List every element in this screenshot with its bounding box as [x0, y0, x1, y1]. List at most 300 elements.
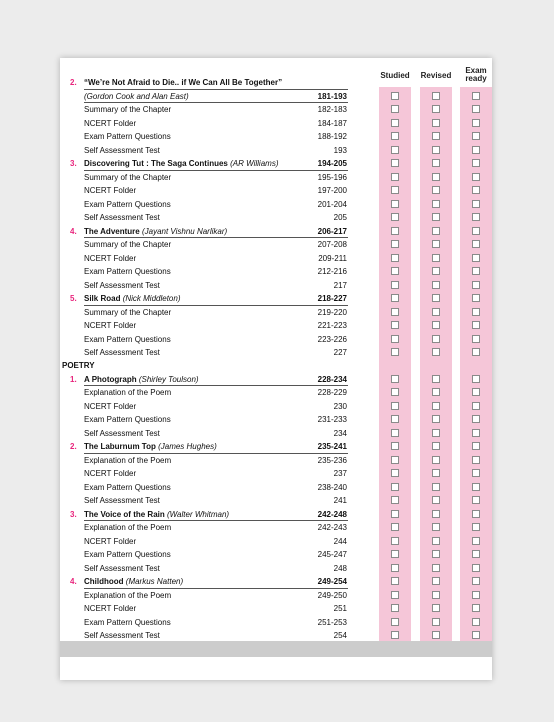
chapter-number: 1. — [70, 374, 77, 384]
revised-checkbox[interactable] — [432, 294, 440, 302]
exam-ready-checkbox[interactable] — [472, 348, 480, 356]
toc-row — [60, 306, 492, 320]
toc-row — [60, 413, 492, 427]
studied-checkbox[interactable] — [391, 577, 399, 585]
studied-checkbox[interactable] — [391, 429, 399, 437]
studied-checkbox[interactable] — [391, 510, 399, 518]
item-title — [84, 254, 136, 263]
revised-checkbox[interactable] — [432, 456, 440, 464]
studied-header: Studied — [380, 71, 410, 80]
item-title — [84, 213, 160, 222]
toc-row — [60, 616, 492, 630]
studied-checkbox[interactable] — [391, 227, 399, 235]
revised-checkbox[interactable] — [432, 631, 440, 639]
studied-checkbox[interactable] — [391, 119, 399, 127]
page-range: 194-205 — [317, 159, 347, 168]
exam-ready-checkbox[interactable] — [472, 604, 480, 612]
item-title — [84, 132, 171, 141]
title-text: The Adventure — [84, 226, 140, 236]
title-text: (Gordon Cook and Alan East) — [84, 91, 189, 101]
revised-checkbox[interactable] — [432, 146, 440, 154]
item-title — [84, 523, 171, 532]
title-text: Self Assessment Test — [84, 563, 160, 573]
revised-checkbox[interactable] — [432, 335, 440, 343]
toc-row — [60, 454, 492, 468]
exam-ready-checkbox[interactable] — [472, 227, 480, 235]
studied-checkbox[interactable] — [391, 267, 399, 275]
page-range: 227 — [333, 348, 347, 357]
item-title — [84, 591, 171, 600]
toc-row — [60, 265, 492, 279]
exam-ready-checkbox[interactable] — [472, 442, 480, 450]
studied-checkbox[interactable] — [391, 564, 399, 572]
studied-checkbox[interactable] — [391, 92, 399, 100]
studied-checkbox[interactable] — [391, 402, 399, 410]
bottom-band — [60, 641, 492, 657]
page-range: 235-236 — [317, 455, 347, 465]
exam-ready-checkbox[interactable] — [472, 388, 480, 396]
title-text: Self Assessment Test — [84, 348, 160, 357]
chapter-title — [84, 375, 199, 384]
studied-checkbox[interactable] — [391, 186, 399, 194]
toc-row — [60, 198, 492, 212]
chapter-title — [84, 227, 227, 236]
item-title — [84, 415, 171, 424]
page-range: 230 — [333, 401, 347, 411]
title-text: Self Assessment Test — [84, 496, 160, 505]
item-title — [84, 348, 160, 357]
exam-ready-checkbox[interactable] — [472, 213, 480, 221]
revised-checkbox[interactable] — [432, 267, 440, 275]
studied-checkbox[interactable] — [391, 105, 399, 113]
studied-checkbox[interactable] — [391, 375, 399, 383]
studied-checkbox[interactable] — [391, 213, 399, 221]
toc-row — [60, 103, 492, 117]
item-title — [84, 402, 136, 411]
page-range: 217 — [333, 280, 347, 290]
title-text: A Photograph — [84, 374, 137, 384]
revised-checkbox[interactable] — [432, 510, 440, 518]
title-text: NCERT Folder — [84, 321, 137, 330]
studied-checkbox[interactable] — [391, 550, 399, 558]
item-title — [84, 388, 171, 397]
item-title — [84, 267, 171, 276]
studied-checkbox[interactable] — [391, 281, 399, 289]
revised-checkbox[interactable] — [432, 308, 440, 316]
exam-ready-checkbox[interactable] — [472, 308, 480, 316]
revised-checkbox[interactable] — [432, 281, 440, 289]
chapter-author: (AR Williams) — [230, 159, 279, 168]
toc-row — [60, 535, 492, 549]
title-text: Exam Pattern Questions — [84, 482, 171, 492]
studied-checkbox[interactable] — [391, 335, 399, 343]
studied-checkbox[interactable] — [391, 321, 399, 329]
page-range: 235-241 — [317, 442, 347, 451]
item-title — [84, 537, 136, 546]
toc-row — [60, 400, 492, 414]
revised-checkbox[interactable] — [432, 483, 440, 491]
item-title — [84, 119, 136, 128]
page-range: 242-248 — [317, 509, 347, 519]
exam-ready-checkbox[interactable] — [472, 469, 480, 477]
revised-checkbox[interactable] — [432, 618, 440, 626]
chapter-number: 5. — [70, 294, 77, 303]
title-text: NCERT Folder — [84, 253, 137, 263]
title-text: Self Assessment Test — [84, 631, 160, 640]
exam-ready-checkbox[interactable] — [472, 240, 480, 248]
revised-checkbox[interactable] — [432, 119, 440, 127]
item-title — [84, 335, 171, 344]
page-range: 188-192 — [317, 132, 347, 141]
revised-checkbox[interactable] — [432, 550, 440, 558]
exam-ready-checkbox[interactable] — [472, 523, 480, 531]
studied-checkbox[interactable] — [391, 456, 399, 464]
toc-row — [60, 481, 492, 495]
toc-row — [60, 333, 492, 347]
exam-ready-checkbox[interactable] — [472, 146, 480, 154]
chapter-number: 2. — [70, 442, 77, 451]
revised-checkbox[interactable] — [432, 564, 440, 572]
item-title — [84, 429, 160, 438]
chapter-row — [60, 76, 492, 90]
page-range: 244 — [333, 536, 347, 546]
studied-checkbox[interactable] — [391, 132, 399, 140]
title-text: NCERT Folder — [84, 118, 137, 128]
revised-checkbox[interactable] — [432, 523, 440, 531]
chapter-title — [84, 78, 282, 87]
title-text: Summary of the Chapter — [84, 172, 172, 182]
revised-checkbox[interactable] — [432, 402, 440, 410]
chapter-author: (James Hughes) — [158, 442, 217, 451]
chapter-title — [84, 510, 229, 519]
chapter-row — [60, 373, 492, 387]
item-title — [84, 604, 136, 613]
revised-checkbox[interactable] — [432, 375, 440, 383]
item-title — [84, 308, 171, 317]
revised-checkbox[interactable] — [432, 92, 440, 100]
page-range: 249-250 — [317, 590, 347, 600]
page-range: 207-208 — [317, 240, 347, 249]
exam-ready-checkbox[interactable] — [472, 402, 480, 410]
page-range: 181-193 — [317, 91, 347, 101]
exam-ready-checkbox[interactable] — [472, 631, 480, 639]
chapter-number: 3. — [70, 159, 77, 168]
item-title — [84, 631, 160, 640]
revised-checkbox[interactable] — [432, 254, 440, 262]
page-range: 254 — [333, 631, 347, 640]
title-text: Explanation of the Poem — [84, 455, 172, 465]
toc-row — [60, 521, 492, 535]
page-range: 212-216 — [317, 267, 347, 276]
revised-checkbox[interactable] — [432, 105, 440, 113]
title-text: Summary of the Chapter — [84, 307, 172, 317]
title-text: Exam Pattern Questions — [84, 132, 171, 141]
exam-ready-header-line1: Exam — [465, 66, 487, 75]
chapter-number: 4. — [70, 226, 77, 236]
item-title — [84, 321, 136, 330]
chapter-author: (Shirley Toulson) — [138, 374, 199, 384]
page-range: 223-226 — [317, 334, 347, 344]
page-range: 197-200 — [317, 186, 347, 195]
title-text: NCERT Folder — [84, 186, 137, 195]
studied-checkbox[interactable] — [391, 308, 399, 316]
revised-checkbox[interactable] — [432, 577, 440, 585]
exam-ready-checkbox[interactable] — [472, 173, 480, 181]
checklist-page — [60, 58, 492, 680]
toc-row — [60, 589, 492, 603]
exam-ready-checkbox[interactable] — [472, 200, 480, 208]
title-text: Discovering Tut : The Saga Continues — [84, 159, 228, 168]
page-range: 193 — [333, 145, 347, 155]
toc-row — [60, 117, 492, 131]
studied-checkbox[interactable] — [391, 294, 399, 302]
item-title — [84, 564, 160, 573]
title-text: NCERT Folder — [84, 536, 137, 546]
item-title — [84, 618, 171, 627]
exam-ready-checkbox[interactable] — [472, 618, 480, 626]
exam-ready-checkbox[interactable] — [472, 132, 480, 140]
chapter-row — [60, 157, 492, 171]
title-text: Explanation of the Poem — [84, 523, 172, 532]
chapter-number: 2. — [70, 78, 77, 87]
chapter-author: (Markus Natten) — [125, 577, 184, 586]
title-text: Self Assessment Test — [84, 145, 160, 155]
revised-checkbox[interactable] — [432, 469, 440, 477]
exam-ready-checkbox[interactable] — [472, 294, 480, 302]
page-range: 228-229 — [317, 388, 347, 397]
title-text: Exam Pattern Questions — [84, 617, 171, 627]
section-heading — [60, 360, 492, 373]
chapter-title — [84, 294, 180, 303]
exam-ready-checkbox[interactable] — [472, 105, 480, 113]
item-title — [84, 240, 171, 249]
toc-row — [60, 144, 492, 158]
title-text: NCERT Folder — [84, 604, 137, 613]
exam-ready-checkbox[interactable] — [472, 564, 480, 572]
item-title — [84, 105, 171, 114]
toc-row — [60, 602, 492, 616]
studied-checkbox[interactable] — [391, 254, 399, 262]
page-range: 242-243 — [317, 523, 347, 532]
table-of-contents — [60, 76, 492, 643]
exam-ready-checkbox[interactable] — [472, 496, 480, 504]
chapter-row — [60, 292, 492, 306]
item-title — [84, 92, 189, 101]
studied-checkbox[interactable] — [391, 496, 399, 504]
title-text: Self Assessment Test — [84, 213, 160, 222]
page-range: 249-254 — [317, 577, 347, 586]
toc-row — [60, 184, 492, 198]
chapter-row — [60, 225, 492, 239]
chapter-author: (Nick Middleton) — [122, 294, 181, 303]
page-range: 234 — [333, 428, 347, 438]
page-range: 219-220 — [317, 307, 347, 317]
title-text: Exam Pattern Questions — [84, 334, 171, 344]
toc-row — [60, 90, 492, 104]
exam-ready-checkbox[interactable] — [472, 267, 480, 275]
title-text: Exam Pattern Questions — [84, 267, 171, 276]
item-title — [84, 173, 171, 182]
revised-checkbox[interactable] — [432, 173, 440, 181]
studied-checkbox[interactable] — [391, 469, 399, 477]
title-text: Explanation of the Poem — [84, 590, 172, 600]
item-title — [84, 186, 136, 195]
revised-checkbox[interactable] — [432, 227, 440, 235]
page-range: 218-227 — [317, 294, 347, 303]
revised-checkbox[interactable] — [432, 429, 440, 437]
page-range: 238-240 — [317, 482, 347, 492]
revised-checkbox[interactable] — [432, 132, 440, 140]
item-title — [84, 200, 171, 209]
revised-checkbox[interactable] — [432, 604, 440, 612]
page-range: 237 — [333, 469, 347, 478]
revised-checkbox[interactable] — [432, 415, 440, 423]
revised-checkbox[interactable] — [432, 321, 440, 329]
exam-ready-checkbox[interactable] — [472, 415, 480, 423]
exam-ready-checkbox[interactable] — [472, 375, 480, 383]
studied-checkbox[interactable] — [391, 631, 399, 639]
exam-ready-checkbox[interactable] — [472, 510, 480, 518]
toc-row — [60, 211, 492, 225]
page-range: 231-233 — [317, 415, 347, 424]
page-range: 221-223 — [317, 321, 347, 330]
chapter-title — [84, 577, 183, 586]
chapter-title — [84, 442, 217, 451]
revised-checkbox[interactable] — [432, 186, 440, 194]
title-text: Exam Pattern Questions — [84, 550, 171, 559]
exam-ready-checkbox[interactable] — [472, 577, 480, 585]
studied-checkbox[interactable] — [391, 173, 399, 181]
page-range: 209-211 — [318, 253, 347, 263]
exam-ready-checkbox[interactable] — [472, 429, 480, 437]
title-text: NCERT Folder — [84, 401, 137, 411]
exam-ready-checkbox[interactable] — [472, 456, 480, 464]
toc-row — [60, 130, 492, 144]
studied-checkbox[interactable] — [391, 159, 399, 167]
toc-row — [60, 562, 492, 576]
item-title — [84, 550, 171, 559]
item-title — [84, 456, 171, 465]
revised-header: Revised — [420, 71, 452, 80]
studied-checkbox[interactable] — [391, 604, 399, 612]
studied-checkbox[interactable] — [391, 523, 399, 531]
page-range: 201-204 — [317, 199, 347, 209]
item-title — [84, 483, 171, 492]
chapter-title — [84, 159, 278, 168]
title-text: Exam Pattern Questions — [84, 415, 171, 424]
studied-checkbox[interactable] — [391, 618, 399, 626]
chapter-row — [60, 508, 492, 522]
studied-checkbox[interactable] — [391, 146, 399, 154]
exam-ready-checkbox[interactable] — [472, 550, 480, 558]
studied-checkbox[interactable] — [391, 348, 399, 356]
page-range: 182-183 — [317, 105, 347, 114]
title-text: “We’re Not Afraid to Die.. if We Can All Be Together” — [84, 78, 283, 87]
exam-ready-checkbox[interactable] — [472, 254, 480, 262]
studied-checkbox[interactable] — [391, 388, 399, 396]
title-text: Self Assessment Test — [84, 280, 160, 290]
exam-ready-header-line2: ready — [465, 74, 487, 83]
revised-checkbox[interactable] — [432, 496, 440, 504]
toc-row — [60, 346, 492, 360]
studied-checkbox[interactable] — [391, 240, 399, 248]
title-text: Summary of the Chapter — [84, 240, 172, 249]
exam-ready-checkbox[interactable] — [472, 537, 480, 545]
exam-ready-checkbox[interactable] — [472, 159, 480, 167]
toc-row — [60, 319, 492, 333]
chapter-number: 4. — [70, 577, 77, 586]
title-text: Exam Pattern Questions — [84, 199, 171, 209]
toc-row — [60, 467, 492, 481]
title-text: Childhood — [84, 577, 124, 586]
title-text: NCERT Folder — [84, 469, 137, 478]
chapter-number: 3. — [70, 509, 77, 519]
exam-ready-checkbox[interactable] — [472, 321, 480, 329]
title-text: Summary of the Chapter — [84, 105, 172, 114]
page-range: 248 — [333, 563, 347, 573]
chapter-row — [60, 575, 492, 589]
item-title — [84, 146, 160, 155]
section-label: POETRY — [62, 360, 95, 370]
page-range: 251-253 — [317, 617, 347, 627]
toc-row — [60, 171, 492, 185]
exam-ready-checkbox[interactable] — [472, 119, 480, 127]
item-title — [84, 469, 136, 478]
revised-checkbox[interactable] — [432, 348, 440, 356]
page-range: 251 — [333, 604, 347, 613]
chapter-row — [60, 440, 492, 454]
revised-checkbox[interactable] — [432, 442, 440, 450]
title-text: The Laburnum Top — [84, 442, 156, 451]
title-text: Silk Road — [84, 294, 121, 303]
exam-ready-checkbox[interactable] — [472, 281, 480, 289]
studied-checkbox[interactable] — [391, 200, 399, 208]
toc-row — [60, 252, 492, 266]
page-range: 206-217 — [317, 226, 347, 236]
item-title — [84, 496, 160, 505]
toc-row — [60, 548, 492, 562]
toc-row — [60, 279, 492, 293]
revised-checkbox[interactable] — [432, 591, 440, 599]
studied-checkbox[interactable] — [391, 591, 399, 599]
page-range: 245-247 — [317, 550, 347, 559]
studied-checkbox[interactable] — [391, 483, 399, 491]
item-title — [84, 281, 160, 290]
exam-ready-checkbox[interactable] — [472, 591, 480, 599]
studied-checkbox[interactable] — [391, 537, 399, 545]
exam-ready-checkbox[interactable] — [472, 92, 480, 100]
studied-checkbox[interactable] — [391, 415, 399, 423]
exam-ready-checkbox[interactable] — [472, 483, 480, 491]
title-text: Explanation of the Poem — [84, 388, 172, 397]
page-range: 228-234 — [317, 374, 347, 384]
title-text: Self Assessment Test — [84, 428, 160, 438]
studied-checkbox[interactable] — [391, 442, 399, 450]
exam-ready-checkbox[interactable] — [472, 186, 480, 194]
revised-checkbox[interactable] — [432, 159, 440, 167]
revised-checkbox[interactable] — [432, 213, 440, 221]
title-text: The Voice of the Rain — [84, 509, 165, 519]
toc-row — [60, 427, 492, 441]
revised-checkbox[interactable] — [432, 240, 440, 248]
revised-checkbox[interactable] — [432, 388, 440, 396]
exam-ready-checkbox[interactable] — [472, 335, 480, 343]
page-range: 184-187 — [317, 118, 347, 128]
revised-checkbox[interactable] — [432, 537, 440, 545]
chapter-author: (Jayant Vishnu Narlikar) — [141, 226, 228, 236]
page-range: 195-196 — [317, 172, 347, 182]
revised-checkbox[interactable] — [432, 200, 440, 208]
